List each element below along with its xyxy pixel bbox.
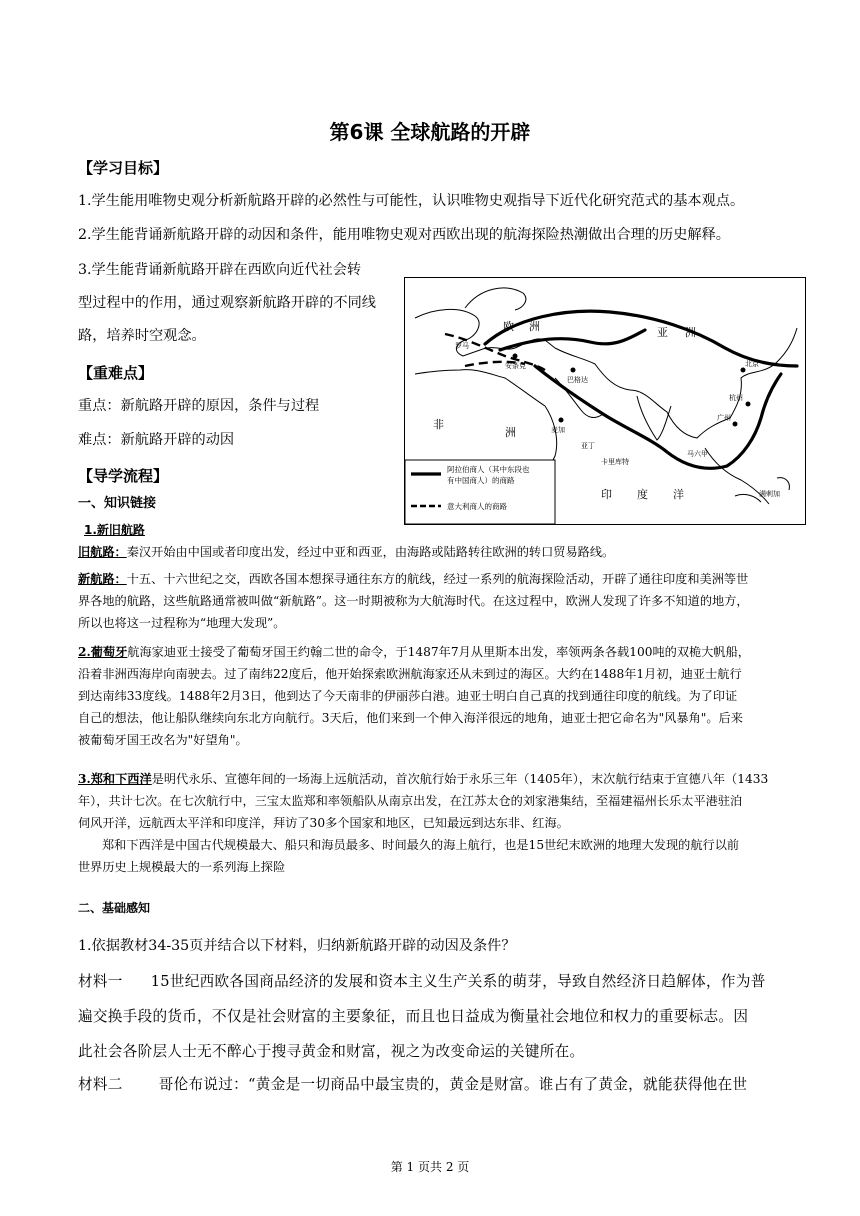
new-route-label: 新航路： [78, 572, 127, 586]
key-point: 重点：新航路开辟的原因，条件与过程 [78, 398, 320, 414]
city-dot-antioch [513, 354, 518, 359]
label-beijing: 北京 [745, 360, 759, 368]
new-route-line-2: 界各地的航路，这些航路通常被叫做“新航路”。这一时期被称为大航海时代。在这过程中，欧洲人发现了许多不知道的地方， [78, 594, 749, 608]
goal-item-3-line-2: 型过程中的作用，通过观察新航路开辟的不同线 [78, 295, 376, 311]
city-dot-baghdad [571, 368, 576, 373]
material-1-line-2: 遍交换手段的货币，不仅是社会财富的主要象征，而且也日益成为衡量社会地位和权力的重要标志。因 [78, 1008, 749, 1025]
label-asia-2: 洲 [685, 326, 696, 339]
portugal-para [78, 641, 798, 751]
label-baghdad: 巴格达 [567, 376, 588, 384]
goal-item-1: 1.学生能用唯物史观分析新航路开辟的必然性与可能性，认识唯物史观指导下近代化研究范式的基本观点。 [78, 193, 745, 209]
zhenghe-p2-line-2: 世界历史上规模最大的一系列海上探险 [78, 860, 286, 874]
label-africa-2: 洲 [505, 426, 516, 439]
goal-item-3-line-3: 路，培养时空观念。 [78, 328, 206, 344]
label-europe-2: 洲 [529, 320, 540, 333]
portugal-line-1: 航海家迪亚士接受了葡萄牙国王约翰二世的命令，于1487年7月从里斯本出发，率领两条各载100吨的双桅大帆船， [127, 645, 750, 659]
page-footer: 第 1 页共 2 页 [390, 1160, 470, 1174]
goal-item-2: 2.学生能背诵新航路开辟的动因和条件，能用唯物史观对西欧出现的航海探险热潮做出合理的历史解释。 [78, 227, 730, 243]
zhenghe-p2-line-1: 郑和下西洋是中国古代规模最大、船只和海员最多、时间最久的海上航行，也是15世纪末欧洲的地理大发现的航行以前 [102, 838, 740, 852]
zhenghe-line-2: 年），共计七次。在七次航行中，三宝太监郑和率领船队从南京出发，在江苏太仓的刘家港集结，至福建福州长乐太平港驻泊 [78, 794, 743, 808]
new-route-line-1: 十五、十六世纪之交，西欧各国本想探寻通往东方的航线，经过一系列的航海探险活动，开辟了通往印度和美洲等世 [126, 572, 749, 586]
portugal-line-3: 到达南纬33度线。1488年2月3日，他到达了今天南非的伊丽莎白港。迪亚士明白自己真的找到通往印度的航线。为了印证 [78, 689, 738, 703]
legend-arab-line-1: 阿拉伯商人（其中东段也 [447, 465, 530, 474]
italian-route-1 [445, 334, 545, 370]
zhenghe-para [78, 768, 798, 878]
flow-heading: 【导学流程】 [78, 467, 169, 485]
city-dot-guangzhou [733, 422, 738, 427]
goals-heading: 【学习目标】 [78, 159, 169, 177]
label-europe: 欧 [503, 320, 514, 333]
new-route-para [78, 568, 798, 634]
label-ocean-2: 度 [637, 488, 648, 501]
city-dot-makkah [559, 418, 564, 423]
material-1-line-3: 此社会各阶层人士无不醉心于搜寻黄金和财富，视之为改变命运的关键所在。 [78, 1043, 585, 1060]
section-basic-perception: 二、基础感知 [78, 901, 151, 915]
arab-route-mid [500, 330, 645, 350]
label-aden: 亚丁 [581, 442, 595, 450]
city-dot-hangzhou [746, 402, 751, 407]
material-1-label: 材料一 [78, 973, 123, 990]
label-ocean-3: 洋 [673, 488, 684, 501]
portugal-line-5: 被葡萄牙国王改名为"好望角"。 [78, 733, 248, 747]
label-antioch: 安条克 [505, 362, 526, 370]
map-svg [405, 278, 805, 524]
label-malacca: 马六甲 [687, 450, 708, 458]
portugal-line-4: 自己的想法，他让船队继续向东北方向航行。3天后，他们来到一个伸入海洋很远的地角，迪亚士把它命名为"风暴角"。后来 [78, 711, 743, 725]
material-2-line-1: 哥伦布说过：“黄金是一切商品中最宝贵的，黄金是财富。谁占有了黄金，就能获得他在世 [158, 1076, 748, 1093]
material-2-label: 材料二 [78, 1076, 123, 1093]
portugal-line-2: 沿着非洲西海岸向南驶去。过了南纬22度后，他开始探索欧洲航海家还从未到过的海区。大约在1488年1月初，迪亚士航行 [78, 667, 742, 681]
label-guangzhou: 广州 [717, 414, 731, 422]
india-coast [637, 396, 671, 440]
page-title: 第6课 全球航路的开辟 [329, 120, 531, 144]
new-route-line-3: 所以也将这一过程称为“地理大发现”。 [78, 616, 286, 630]
difficult-point: 难点：新航路开辟的动因 [78, 432, 235, 448]
label-hangzhou: 杭州 [729, 394, 743, 402]
label-ocean: 印 [601, 488, 612, 501]
label-africa: 非 [433, 418, 444, 431]
legend-italian: 意大利商人的商路 [447, 502, 507, 511]
section-knowledge-link: 一、知识链接 [78, 496, 157, 511]
portugal-label: 2.葡萄牙 [78, 645, 128, 659]
trade-routes-map [404, 277, 806, 525]
old-route-para [78, 541, 614, 563]
legend-arab-line-2: 有中国商人）的商路 [447, 476, 515, 485]
zhenghe-line-3: 伺风开洋，远航西太平洋和印度洋，拜访了30多个国家和地区，已知最远到达东非、红海。 [78, 816, 569, 830]
sub-new-old-routes: 1.新旧航路 [84, 523, 145, 537]
material-1 [78, 966, 798, 1067]
label-calicut: 卡里库特 [601, 458, 629, 466]
city-dot-beijing [741, 368, 746, 373]
material-1-line-1: 15世纪西欧各国商品经济的发展和资本主义生产关系的萌芽，导致自然经济日趋解体，作为普 [150, 973, 766, 990]
zhenghe-label: 3.郑和下西洋 [78, 772, 152, 786]
label-rome: 罗马 [455, 342, 469, 350]
goal-item-3-line-1: 3.学生能背诵新航路开辟在西欧向近代社会转 [78, 262, 362, 278]
label-mala: 满剌加 [759, 490, 780, 498]
question-1: 1.依据教材34-35页并结合以下材料，归纳新航路开辟的动因及条件？ [78, 938, 516, 954]
material-2 [78, 1069, 798, 1100]
keypoints-heading: 【重难点】 [78, 364, 154, 382]
label-asia: 亚 [657, 326, 668, 339]
zhenghe-line-1: 是明代永乐、宣德年间的一场海上远航活动，首次航行始于永乐三年（1405年），末次航行结束于宣德八年（1433 [151, 772, 769, 786]
old-route-text: 秦汉开始由中国或者印度出发，经过中亚和西亚，由海路或陆路转往欧洲的转口贸易路线。 [126, 545, 615, 559]
label-makkah: 麦加 [551, 426, 565, 434]
old-route-label: 旧航路： [78, 545, 127, 559]
scandinavia-coast [465, 288, 526, 310]
